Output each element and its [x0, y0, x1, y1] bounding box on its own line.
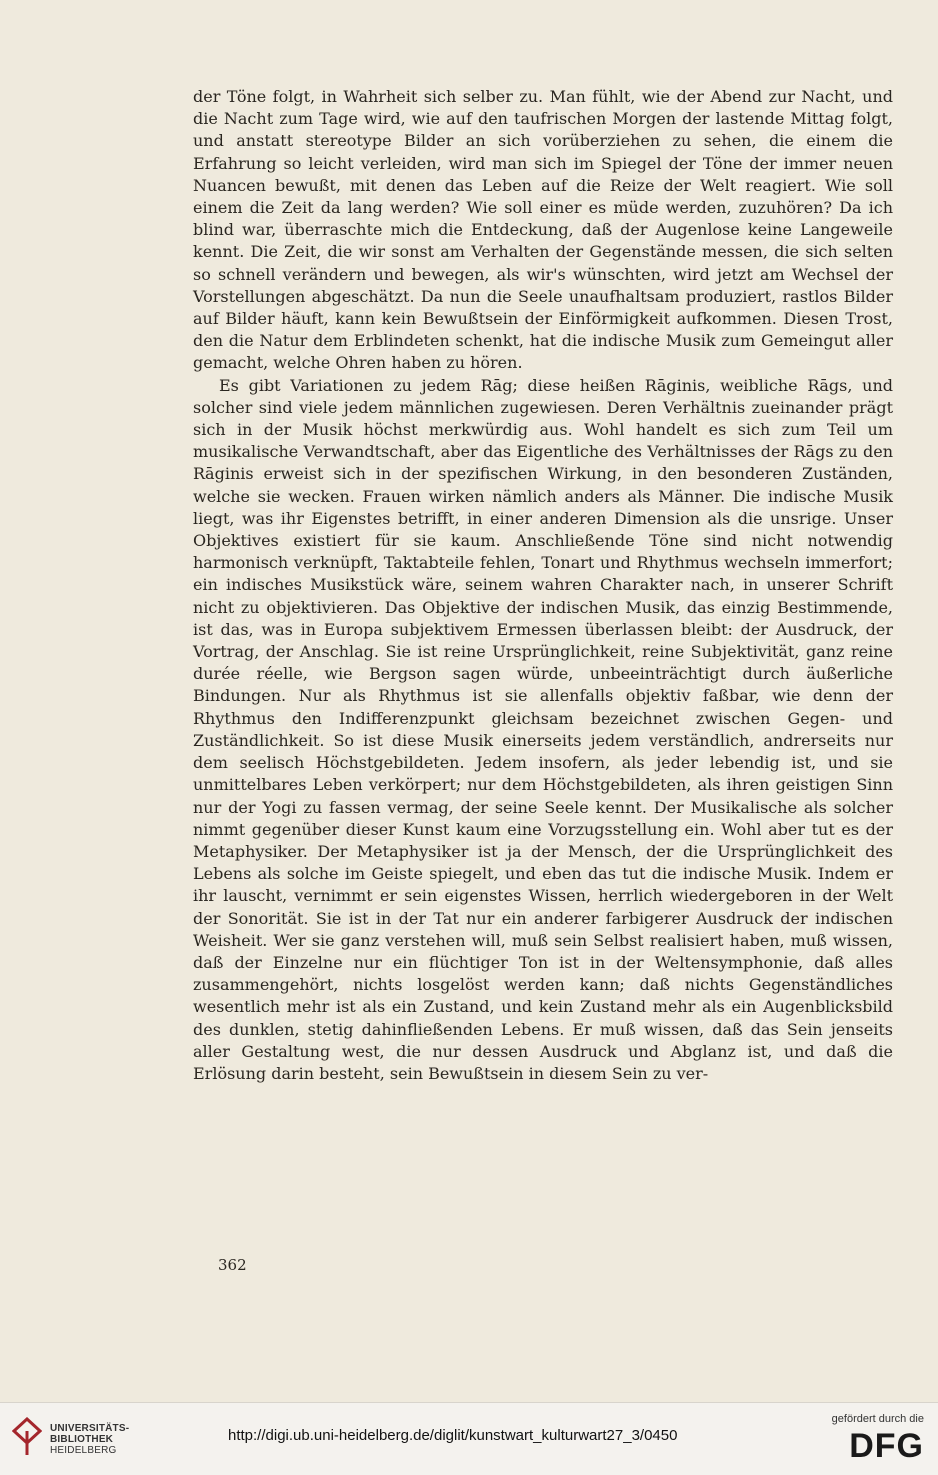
page-number: 362: [218, 1256, 247, 1274]
body-text: [193, 86, 893, 1085]
paragraph-1: der Töne folgt, in Wahrheit sich selber zu. Man fühlt, wie der Abend zur Nacht, und die Nacht zum Tage wird, wie auf den taufrischen Morgen der lastende Mittag folgt, und anstatt stereotype Bilder an sich vorüberziehen zu sehen, die einem die Erfahrung so leicht verleiden, wird man sich im Spiegel der Töne der immer neuen Nuancen bewußt, mit denen das Leben auf die Reize der Welt reagiert. Wie soll einem die Zeit da lang werden? Wie soll einer es müde werden, zuzuhören? Da ich blind war, überraschte mich die Entdeckung, daß der Augenlose keine Langeweile kennt. Die Zeit, die wir sonst am Verhalten der Gegenstände messen, die sich selten so schnell verändern und bewegen, als wir's wünschten, wird jetzt am Wechsel der Vorstellungen abgeschätzt. Da nun die Seele unaufhaltsam produziert, rastlos Bilder auf Bilder häuft, kann kein Bewußtsein der Einförmigkeit aufkommen. Diesen Trost, den die Natur dem Erblindeten schenkt, hat die indische Musik zum Gemeingut aller gemacht, welche Ohren haben zu hören.: [193, 87, 893, 373]
library-name-line-1: UNIVERSITÄTS-: [50, 1423, 130, 1434]
library-name-line-2: BIBLIOTHEK: [50, 1434, 114, 1445]
library-name: [50, 1423, 129, 1456]
university-logo-icon: [12, 1417, 42, 1457]
funding-text: gefördert durch die: [831, 1413, 924, 1425]
paragraph-2: Es gibt Variationen zu jedem Rāg; diese heißen Rāginis, weibliche Rāgs, und solcher sind viele jedem männlichen zugewiesen. Deren Verhältnis zueinander prägt sich in der Musik höchst merkwürdig aus. Wohl handelt es sich zum Teil um musikalische Verwandtschaft, aber das Eigentliche des Verhältnisses der Rāgs zu den Rāginis erweist sich in der spezifischen Wirkung, in den besonderen Zuständen, welche sie wecken. Frauen wirken nämlich anders als Männer. Die indische Musik liegt, was ihr Eigenstes betrifft, in einer anderen Dimension als die unsrige. Unser Objektives existiert für sie kaum. Anschließende Töne sind nicht notwendig harmonisch verknüpft, Taktabteile fehlen, Tonart und Rhythmus wechseln immerfort; ein indisches Musikstück wäre, seinem wahren Charakter nach, in unserer Schrift nicht zu objektivieren. Das Objektive der indischen Musik, das einzig Bestimmende, ist das, was in Europa subjektivem Ermessen überlassen bleibt: der Ausdruck, der Vortrag, der Anschlag. Sie ist reine Ursprünglichkeit, reine Subjektivität, ganz reine durée réelle, wie Bergson sagen würde, unbeeinträchtigt durch äußerliche Bindungen. Nur als Rhythmus ist sie allenfalls objektiv faßbar, wie denn der Rhythmus den Indifferenzpunkt gleichsam bezeichnet zwischen Gegen- und Zuständlichkeit. So ist diese Musik einerseits jedem verständlich, andrerseits nur dem seelisch Höchstgebildeten. Jedem insofern, als jeder lebendig ist, und sie unmittelbares Leben verkörpert; nur dem Höchstgebildeten, als ihren geistigen Sinn nur der Yogi zu fassen vermag, der seine Seele kennt. Der Musikalische als solcher nimmt gegenüber dieser Kunst kaum eine Vorzugsstellung ein. Wohl aber tut es der Metaphysiker. Der Metaphysiker ist ja der Mensch, der die Ursprünglichkeit des Lebens als solche im Geiste spiegelt, und eben das tut die indische Musik. Indem er ihr lauscht, vernimmt er sein eigenstes Wissen, herrlich wiedergeboren in der Welt der Sonorität. Sie ist in der Tat nur ein anderer farbigerer Ausdruck der indischen Weisheit. Wer sie ganz verstehen will, muß sein Selbst realisiert haben, muß wissen, daß der Einzelne nur ein flüchtiger Ton ist in der Weltensymphonie, daß alles zusammengehört, nichts losgelöst werden kann; daß nichts Gegenständliches wesentlich mehr ist als ein Zustand, und kein Zustand mehr als ein Augenblicksbild des dunklen, stetig dahinfließenden Lebens. Er muß wissen, daß das Sein jenseits aller Gestaltung west, die nur dessen Ausdruck und Abglanz ist, und daß die Erlösung darin besteht, sein Bewußtsein in diesem Sein zu ver-: [193, 375, 893, 1083]
library-name-line-3: HEIDELBERG: [50, 1445, 117, 1456]
viewer-footer: [0, 1402, 938, 1475]
dfg-logo-icon: DFG: [849, 1427, 924, 1465]
permalink-link[interactable]: http://digi.ub.uni-heidelberg.de/diglit/kunstwart_kulturwart27_3/0450: [228, 1427, 678, 1444]
funding-notice: [832, 1413, 924, 1463]
